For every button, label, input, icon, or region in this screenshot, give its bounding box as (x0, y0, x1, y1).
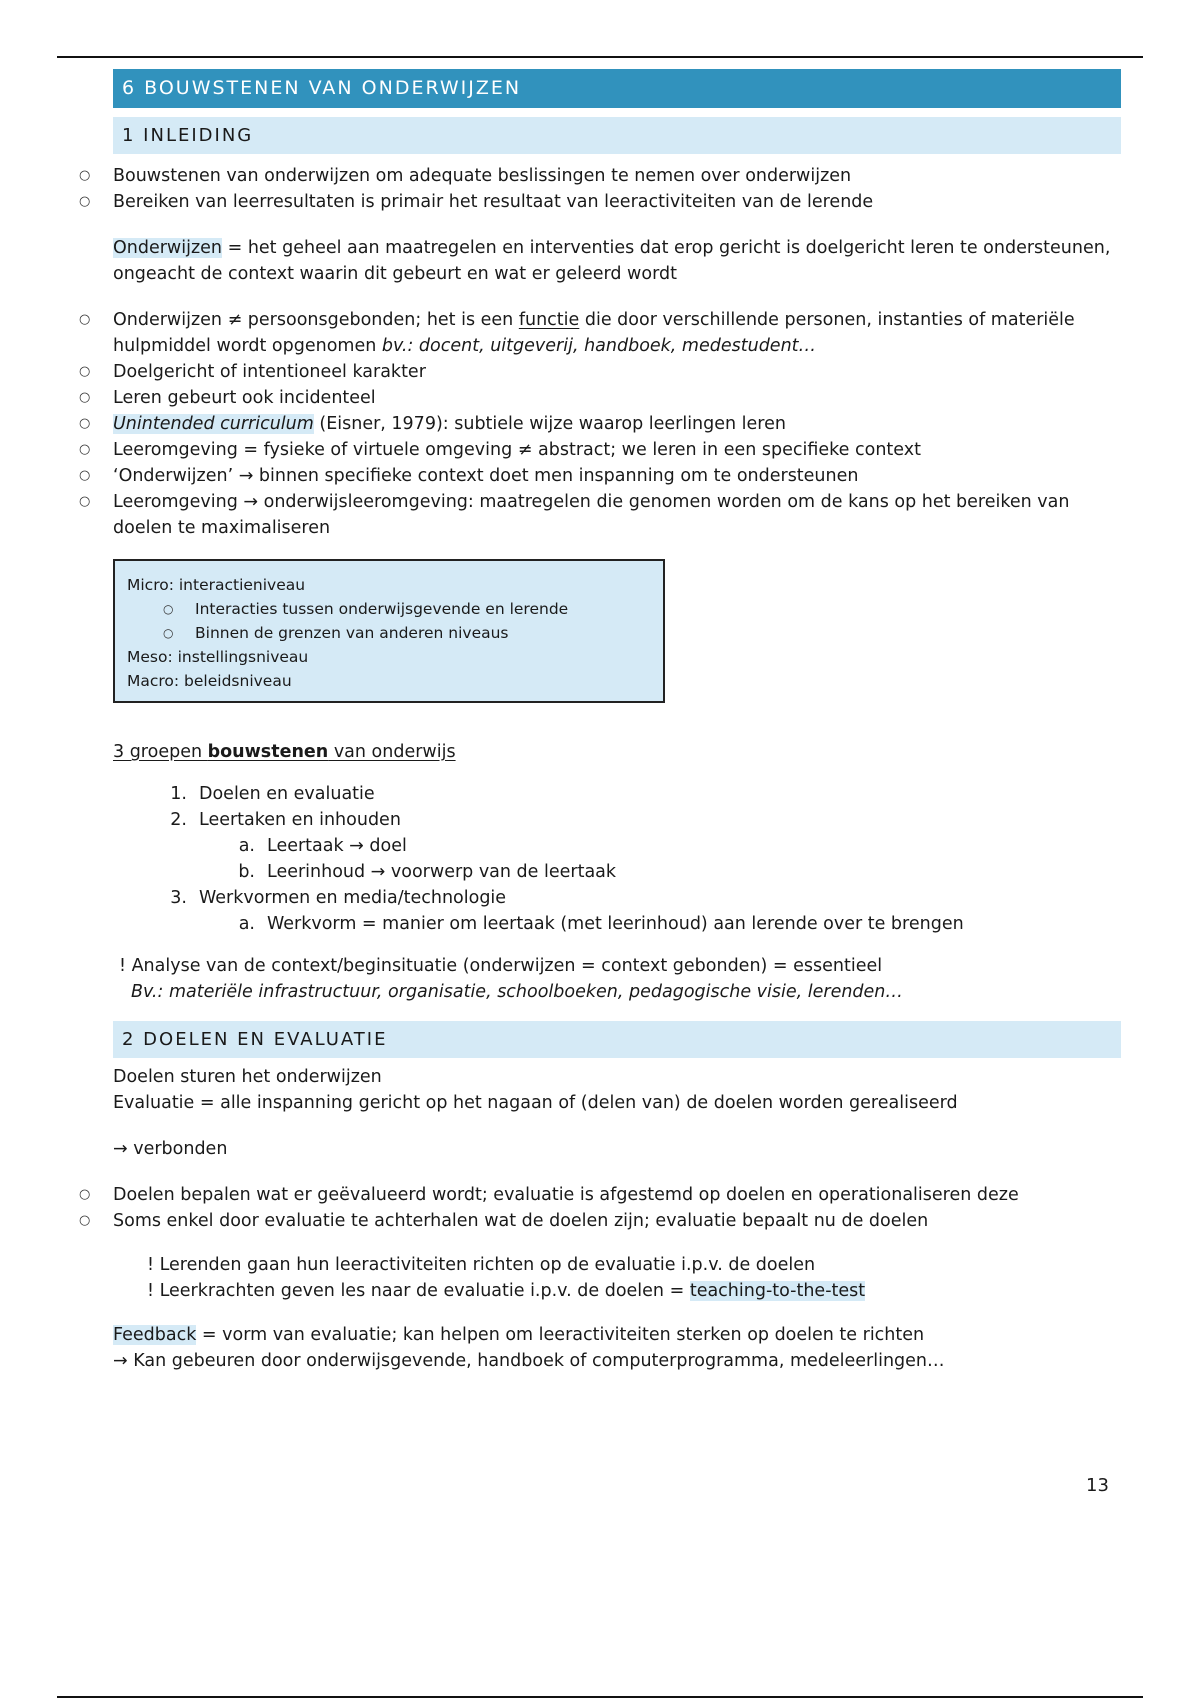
list-item: ○ Leeromgeving → onderwijsleeromgeving: maatregelen die genomen worden om de kans op het bereiken van doelen te maximaliseren (113, 489, 1121, 541)
term-highlight: Feedback (113, 1325, 197, 1345)
section-heading-inleiding: 1 INLEIDING (113, 117, 1121, 154)
context-note: ! Analyse van de context/beginsituatie (onderwijzen = context gebonden) = essentieel (119, 956, 883, 976)
term-highlight: Unintended curriculum (113, 414, 314, 434)
nested-list (113, 385, 1121, 437)
list-item: ○ Bereiken van leerresultaten is primair het resultaat van leeractiviteiten van de lerende (113, 189, 1121, 215)
list-item: ○ Doelen bepalen wat er geëvalueerd wordt; evaluatie is afgestemd op doelen en operationaliseren deze (113, 1182, 1121, 1208)
list-item: ○ Soms enkel door evaluatie te achterhalen wat de doelen zijn; evaluatie bepaalt nu de doelen (113, 1208, 1121, 1234)
top-rule (57, 56, 1143, 58)
document-page (113, 69, 1121, 1374)
chapter-heading: 6 BOUWSTENEN VAN ONDERWIJZEN (113, 69, 1121, 108)
evaluation-definition: Evaluatie = alle inspanning gericht op het nagaan of (delen van) de doelen worden gerealiseerd (113, 1093, 958, 1113)
box-line-micro: Micro: interactieniveau (127, 576, 306, 594)
list-item: ○ Bouwstenen van onderwijzen om adequate beslissingen te nemen over onderwijzen (113, 163, 1121, 189)
list-item: 3. Werkvormen en media/technologie (170, 888, 507, 908)
box-line-meso: Meso: instellingsniveau (127, 648, 309, 666)
list-item: ○ ‘Onderwijzen’ → binnen specifieke context doet men inspanning om te ondersteunen (113, 463, 1121, 489)
section-heading-doelen: 2 DOELEN EN EVALUATIE (113, 1021, 1121, 1058)
page-number: 13 (1086, 1475, 1109, 1496)
box-line-macro: Macro: beleidsniveau (127, 672, 292, 690)
goals-line: Doelen sturen het onderwijzen (113, 1067, 382, 1087)
micro-sublist (195, 597, 651, 645)
levels-box (113, 559, 665, 703)
list-item: b. Leerinhoud → voorwerp van de leertaak (238, 862, 617, 882)
onderwijzen-properties-list (113, 307, 1121, 541)
building-blocks-list (161, 781, 1121, 937)
groups-heading: 3 groepen bouwstenen van onderwijs (113, 742, 456, 762)
list-item: ○ Onderwijzen ≠ persoonsgebonden; het is een functie die door verschillende personen, instanties of materiële hulpmiddel wordt opgenomen bv.: docent, uitgeverij, handboek, medestudent… (113, 307, 1121, 359)
list-item: a. Leertaak → doel (238, 836, 407, 856)
context-example: Bv.: materiële infrastructuur, organisatie, schoolboeken, pedagogische visie, lerenden… (131, 982, 903, 1002)
feedback-sources: → Kan gebeuren door onderwijsgevende, handboek of computerprogramma, medeleerlingen… (113, 1351, 945, 1371)
list-item: ○ Unintended curriculum (Eisner, 1979): subtiele wijze waarop leerlingen leren (113, 411, 1121, 437)
list-item: 1. Doelen en evaluatie (170, 784, 375, 804)
list-item: 2. Leertaken en inhouden (170, 810, 401, 830)
goals-evaluation-list (113, 1182, 1121, 1234)
term-highlight: Onderwijzen (113, 238, 223, 258)
bottom-rule (57, 1696, 1143, 1698)
warning-teachers: ! Leerkrachten geven les naar de evaluatie i.p.v. de doelen = teaching-to-the-test (147, 1281, 866, 1301)
list-item: a. Werkvorm = manier om leertaak (met leerinhoud) aan lerende over te brengen (238, 914, 964, 934)
connected-line: → verbonden (113, 1139, 228, 1159)
feedback-definition: Feedback = vorm van evaluatie; kan helpen om leeractiviteiten sterken op doelen te richten (113, 1325, 925, 1345)
warning-learners: ! Lerenden gaan hun leeractiviteiten richten op de evaluatie i.p.v. de doelen (147, 1255, 816, 1275)
list-item: ○ Doelgericht of intentioneel karakter ○ Leren gebeurt ook incidenteel ○ Unintended curriculum (Eisner, 1979): subtiele wijze waarop leerlingen leren (113, 359, 1121, 437)
term-highlight: teaching-to-the-test (689, 1281, 866, 1301)
list-item: ○ Binnen de grenzen van anderen niveaus (195, 621, 651, 645)
nested-list (113, 463, 1121, 541)
intro-bullet-list (113, 163, 1121, 215)
list-item: ○ Interacties tussen onderwijsgevende en lerende (195, 597, 651, 621)
definition-onderwijzen: Onderwijzen = het geheel aan maatregelen en interventies dat erop gericht is doelgericht leren te ondersteunen, ongeacht de context waarin dit gebeurt en wat er geleerd wordt (113, 238, 1111, 284)
list-item: ○ Leren gebeurt ook incidenteel (113, 385, 1121, 411)
list-item: ○ Leeromgeving = fysieke of virtuele omgeving ≠ abstract; we leren in een specifieke context ○ ‘Onderwijzen’ → binnen specifieke context doet men inspanning om te ondersteunen ○ Leeromgeving → onderwijsleeromgeving: maatregelen die genomen worden om de kans op het bereiken van doelen te maximaliseren (113, 437, 1121, 541)
